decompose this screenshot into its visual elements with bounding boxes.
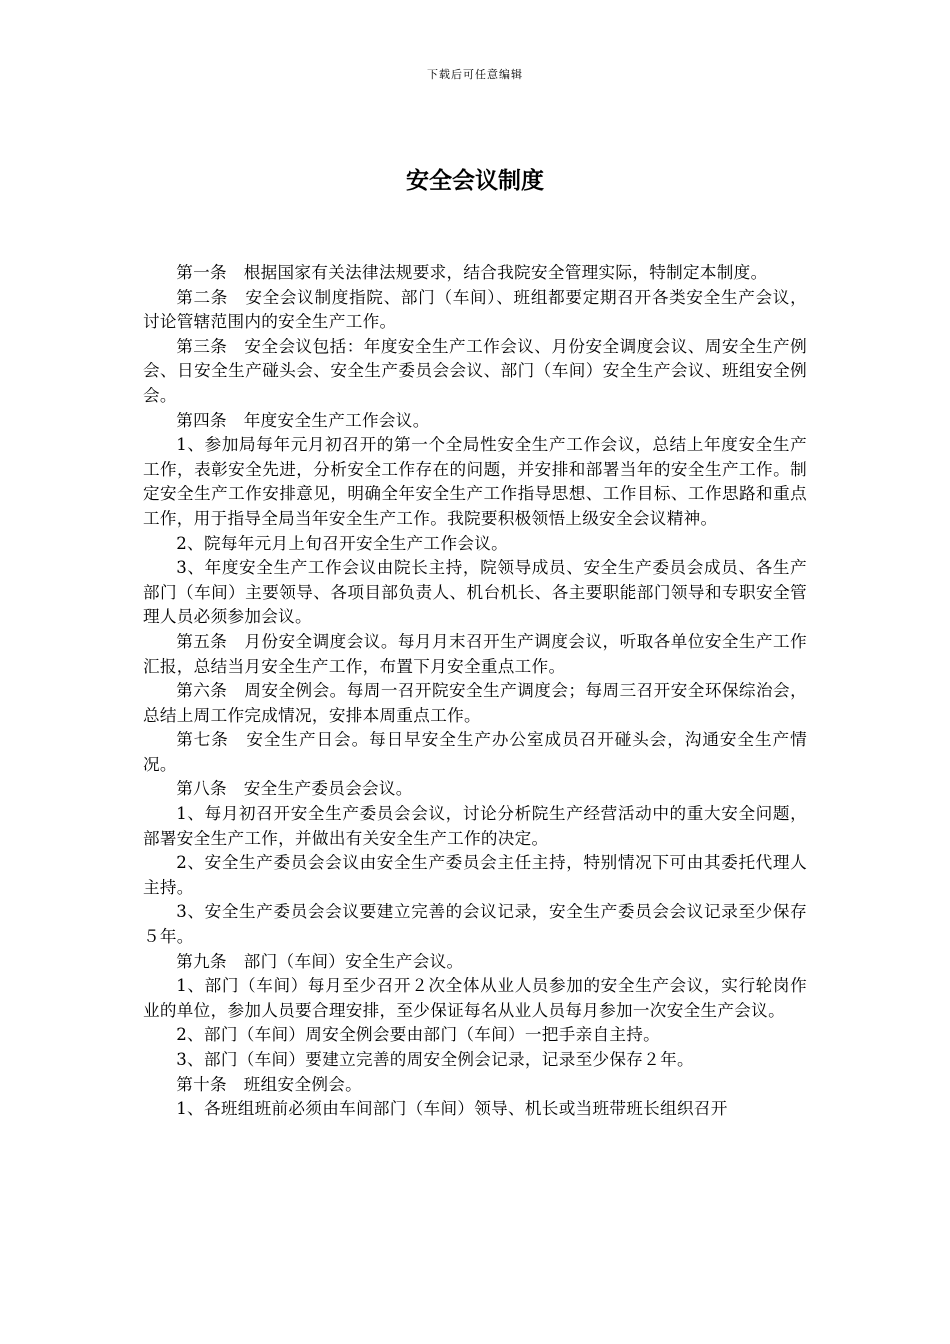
paragraph: 第十条 班组安全例会。 xyxy=(176,1074,363,1094)
paragraph: 第七条 安全生产日会。每日早安全生产办公室成员召开碰头会，沟通安全生产情况。 xyxy=(143,730,807,774)
paragraph: 1、每月初召开安全生产委员会会议，讨论分析院生产经营活动中的重大安全问题，部署安全生产工作，并做出有关安全生产工作的决定。 xyxy=(143,804,807,848)
paragraph: 1、参加局每年元月初召开的第一个全局性安全生产工作会议，总结上年度安全生产工作，表彰安全先进，分析安全工作存在的问题，并安排和部署当年的安全生产工作。制定安全生产工作安排意见，明确全年安全生产工作指导思想、工作目标、工作思路和重点工作，用于指导全局当年安全生产工作。我院要积极领悟上级安全会议精神。 xyxy=(143,435,807,528)
paragraph: 1、各班组班前必须由车间部门（车间）领导、机长或当班带班长组织召开 xyxy=(176,1099,728,1119)
paragraph: 第四条 年度安全生产工作会议。 xyxy=(176,410,430,430)
paragraph: 第九条 部门（车间）安全生产会议。 xyxy=(176,951,464,971)
header-note: 下载后可任意编辑 xyxy=(427,68,523,81)
paragraph: 2、安全生产委员会会议由安全生产委员会主任主持，特别情况下可由其委托代理人主持。 xyxy=(143,853,807,897)
paragraph: 3、部门（车间）要建立完善的周安全例会记录，记录至少保存２年。 xyxy=(176,1050,694,1069)
paragraph: 第五条 月份安全调度会议。每月月末召开生产调度会议，听取各单位安全生产工作汇报，总结当月安全生产工作，布置下月安全重点工作。 xyxy=(143,631,807,676)
paragraph: 3、年度安全生产工作会议由院长主持，院领导成员、安全生产委员会成员、各生产部门（车间）主要领导、各项目部负责人、机台机长、各主要职能部门领导和专职安全管理人员必须参加会议。 xyxy=(143,558,807,627)
paragraph: 2、部门（车间）周安全例会要由部门（车间）一把手亲自主持。 xyxy=(176,1025,661,1045)
paragraph: 第八条 安全生产委员会会议。 xyxy=(176,779,413,799)
paragraph: 第一条 根据国家有关法律法规要求，结合我院安全管理实际，特制定本制度。 xyxy=(176,263,768,282)
paragraph: 2、院每年元月上旬召开安全生产工作会议。 xyxy=(176,533,509,553)
paragraph: 第二条 安全会议制度指院、部门（车间）、班组都要定期召开各类安全生产会议，讨论管辖范围内的安全生产工作。 xyxy=(143,287,807,332)
paragraph: 第三条 安全会议包括：年度安全生产工作会议、月份安全调度会议、周安全生产例会、日安全生产碰头会、安全生产委员会会议、部门（车间）安全生产会议、班组安全例会。 xyxy=(143,336,807,405)
document-body xyxy=(143,261,807,1122)
paragraph: 1、部门（车间）每月至少召开２次全体从业人员参加的安全生产会议，实行轮岗作业的单位，参加人员要合理安排，至少保证每名从业人员每月参加一次安全生产会议。 xyxy=(143,976,807,1020)
document-title: 安全会议制度 xyxy=(406,168,544,194)
paragraph: 3、安全生产委员会会议要建立完善的会议记录，安全生产委员会会议记录至少保存５年。 xyxy=(143,902,807,947)
paragraph: 第六条 周安全例会。每周一召开院安全生产调度会；每周三召开安全环保综治会，总结上周工作完成情况，安排本周重点工作。 xyxy=(143,681,807,725)
